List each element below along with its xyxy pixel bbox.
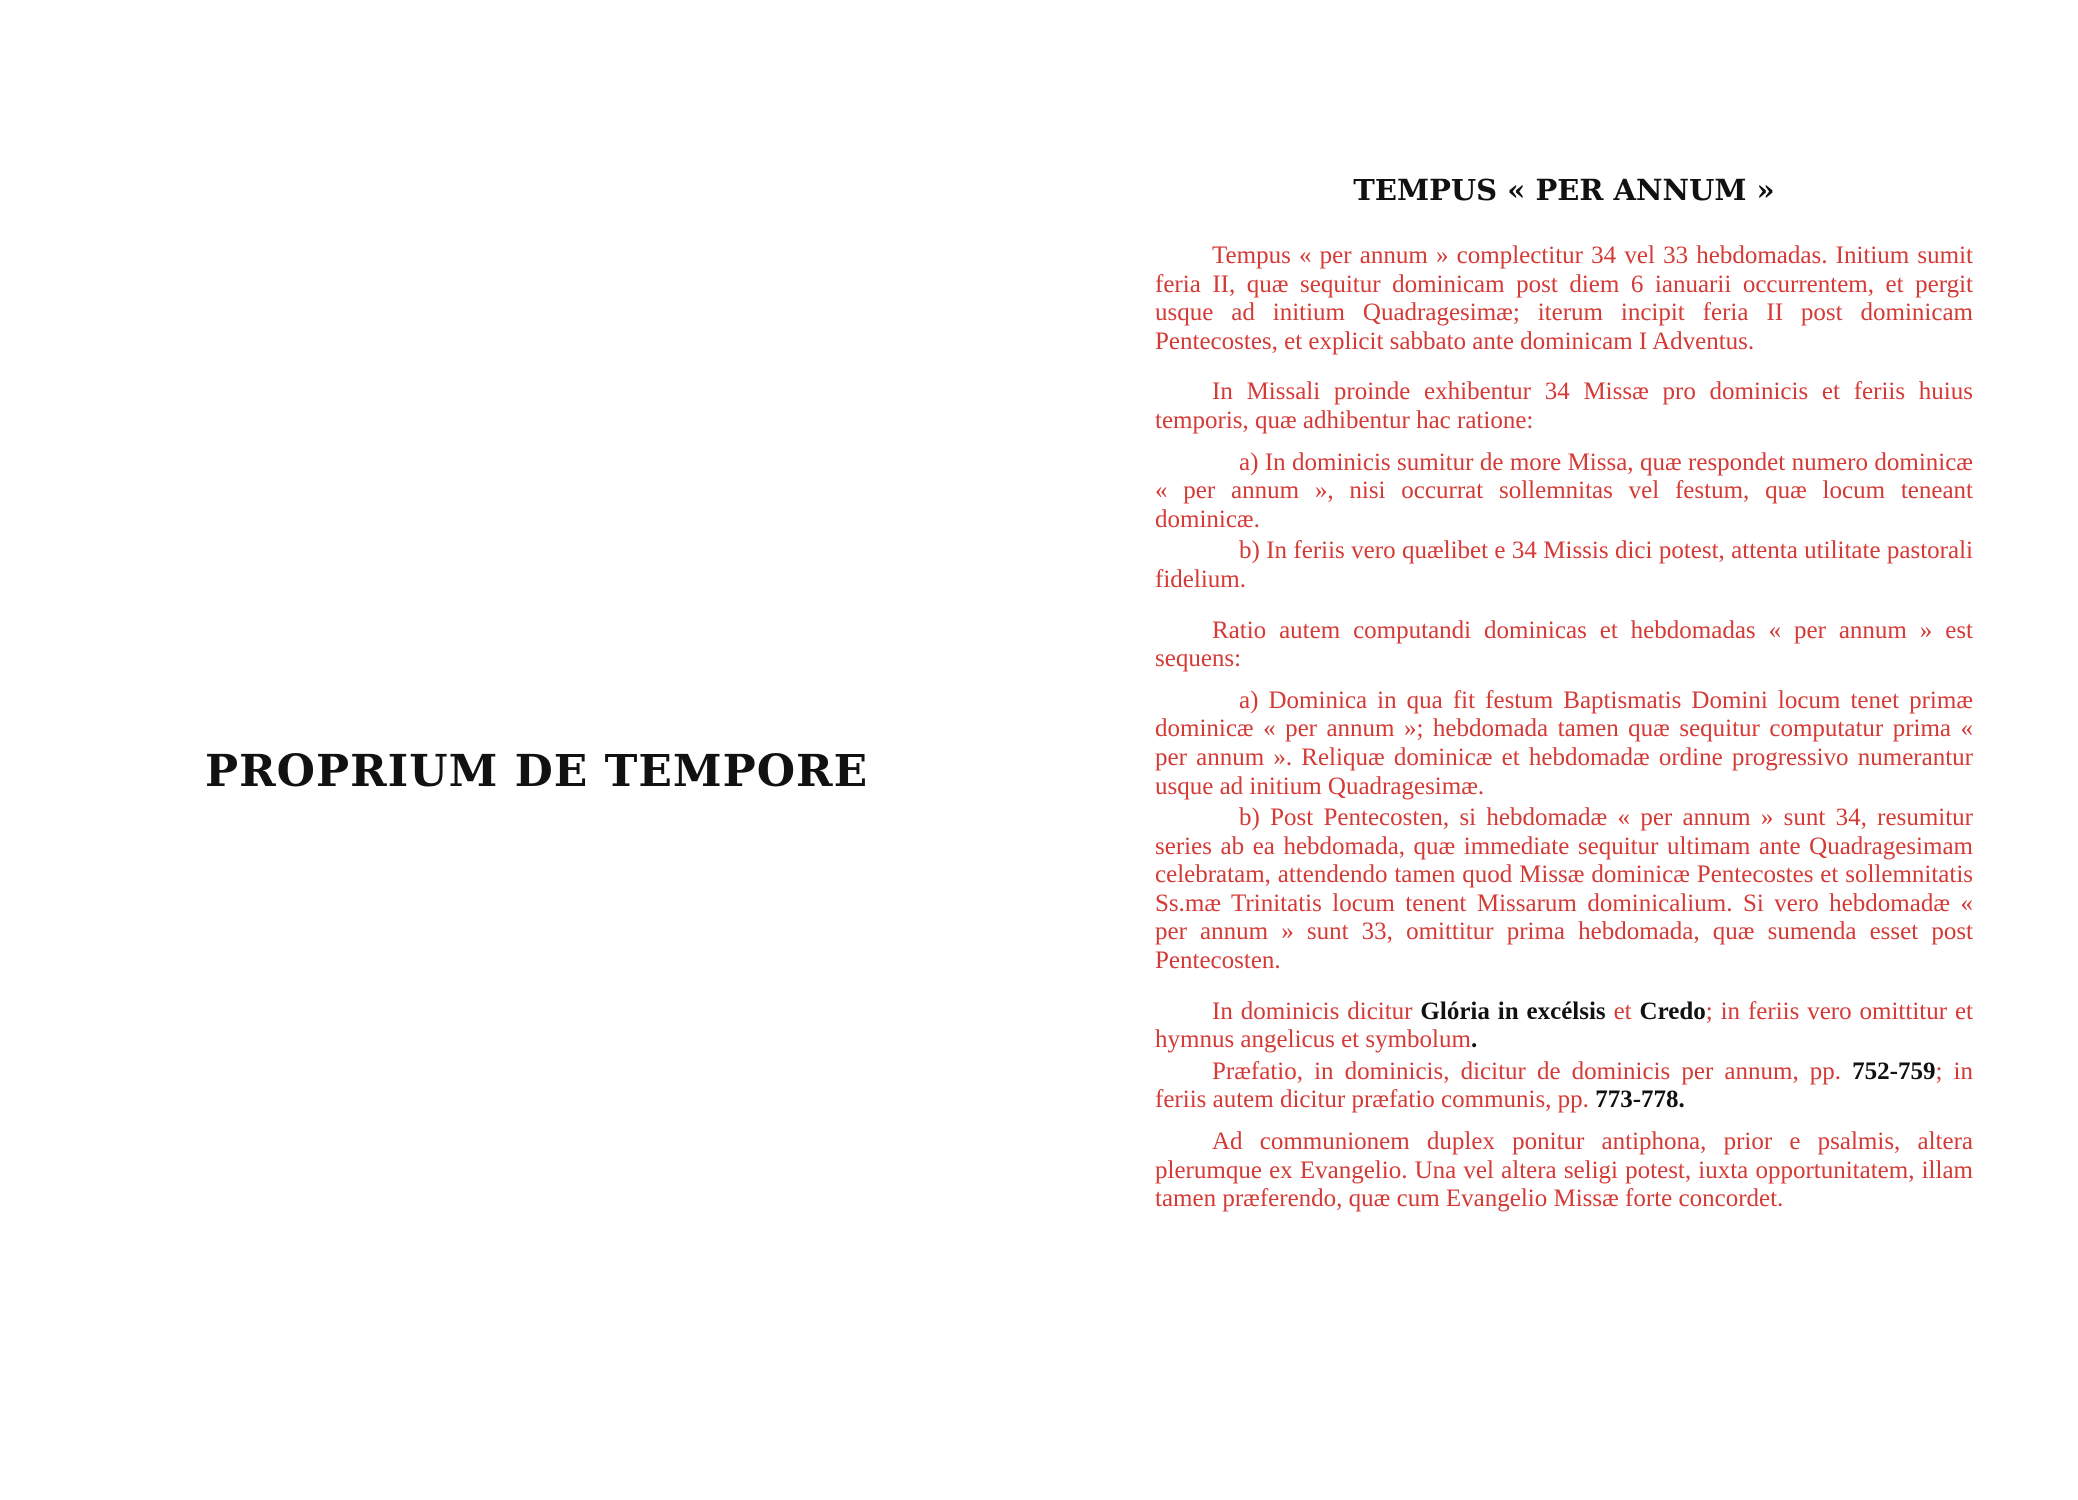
- paragraph-missale-a: a) In dominicis sumitur de more Missa, quæ respondet numero dominicæ « per annum », nisi occurrat sollemnitas vel festum, quæ locum teneant dominicæ.: [1155, 448, 1973, 533]
- paragraph-communio: Ad communionem duplex ponitur antiphona, prior e psalmis, altera plerumque ex Evangelio. Una vel altera seligi potest, iuxta opportunitatem, illam tamen præferendo, quæ cum Evangelio Missæ forte concordet.: [1155, 1128, 1973, 1213]
- paragraph-missale: In Missali proinde exhibentur 34 Missæ pro dominicis et feriis huius temporis, quæ adhibentur hac ratione:: [1155, 378, 1973, 434]
- paragraph-praefatio: [1155, 1058, 1973, 1115]
- paragraph-ratio: Ratio autem computandi dominicas et hebdomadas « per annum » est sequens:: [1155, 616, 1973, 673]
- credo-ref: Credo: [1639, 997, 1706, 1025]
- gloria-text-3: ; in feriis vero omittitur et hymnus angelicus et symbolum: [1155, 997, 1973, 1054]
- right-page: [1155, 170, 1973, 1214]
- paragraph-intro: Tempus « per annum » complectitur 34 vel 33 hebdomadas. Initium sumit feria II, quæ sequitur dominicam post diem 6 ianuarii occurrentem, et pergit usque ad initium Quadragesimæ; iterum incipit feria II post dominicam Pentecostes, et explicit sabbato ante dominicam I Adventus.: [1155, 242, 1973, 355]
- praefatio-text-2: ; in feriis autem dicitur præfatio communis, pp.: [1155, 1057, 1973, 1114]
- paragraph-ratio-a: a) Dominica in qua fit festum Baptismatis Domini locum tenet primæ dominicæ « per annum »; hebdomada tamen quæ sequitur computatur prima « per annum ». Reliquæ dominicæ et hebdomadæ ordine progressivo numerantur usque ad initium Quadragesimæ.: [1155, 686, 1973, 800]
- gloria-text-1: In dominicis dicitur: [1212, 997, 1421, 1025]
- gloria-text-2: et: [1605, 997, 1640, 1025]
- praefatio-text-1: Præfatio, in dominicis, dicitur de dominicis per annum, pp.: [1212, 1057, 1853, 1085]
- paragraph-ratio-b: b) Post Pentecosten, si hebdomadæ « per annum » sunt 34, resumitur series ab ea hebdomada, quæ immediate sequitur ultimam ante Quadragesimam celebratam, attendendo tamen quod Missæ dominicæ Pentecostes et sollemnitatis Ss.mæ Trinitatis locum tenent Missarum dominicalium. Si vero hebdomadæ « per annum » sunt 33, omittitur prima hebdomada, quæ sumenda esset post Pentecosten.: [1155, 804, 1973, 975]
- paragraph-gloria-credo: [1155, 998, 1973, 1055]
- left-page-title: PROPRIUM DE TEMPORE: [205, 746, 869, 797]
- paragraph-missale-b: b) In feriis vero quælibet e 34 Missis dici potest, attenta utilitate pastorali fidelium.: [1155, 537, 1973, 593]
- gloria-in-excelsis-ref: Glória in excélsis: [1420, 997, 1606, 1025]
- gloria-period: .: [1470, 1026, 1478, 1054]
- praefatio-pages-dominicis: 752-759: [1852, 1057, 1936, 1085]
- right-page-title: TEMPUS « PER ANNUM »: [1353, 173, 1775, 207]
- praefatio-pages-communis: 773-778.: [1595, 1086, 1685, 1114]
